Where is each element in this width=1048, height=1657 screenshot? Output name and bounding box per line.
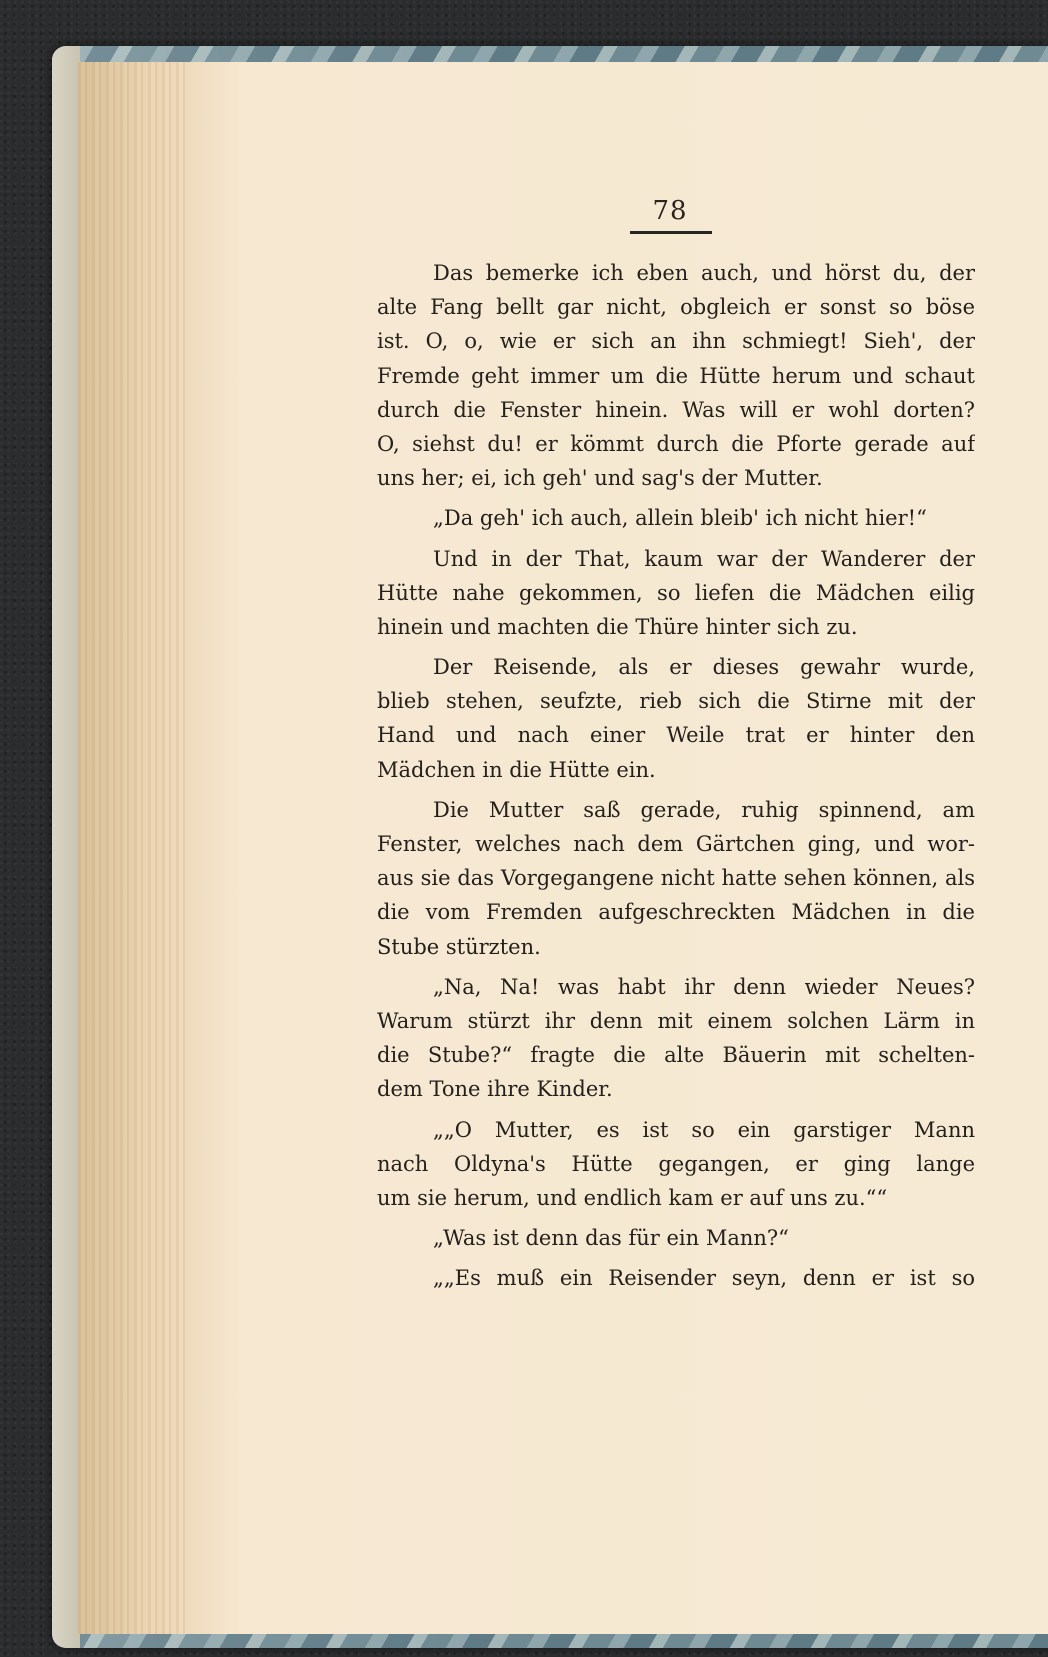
text-line: Warum stürzt ihr denn mit einem solchen Lärm in (377, 1008, 975, 1033)
text-line: „„O Mutter, es ist so ein garstiger Mann (433, 1117, 975, 1142)
text-line: dem Tone ihre Kinder. (377, 1077, 613, 1102)
text-line: Fremde geht immer um die Hütte herum und schaut (377, 363, 975, 388)
text-line: Hütte nahe gekommen, so liefen die Mädchen eilig (377, 580, 975, 605)
text-line: Der Reisende, als er dieses gewahr wurde, (433, 655, 975, 680)
text-line: ist. O, o, wie er sich an ihn schmiegt! Sieh', der (377, 329, 975, 354)
text-line: um sie herum, und endlich kam er auf uns zu.““ (377, 1185, 888, 1210)
text-line: Mädchen in die Hütte ein. (377, 757, 656, 782)
text-line: „Na, Na! was habt ihr denn wieder Neues? (433, 974, 975, 999)
text-line: Und in der That, kaum war der Wanderer der (433, 546, 975, 571)
text-line: Stube stürzten. (377, 934, 541, 959)
text-line: Das bemerke ich eben auch, und hörst du, der (433, 261, 975, 285)
page-number-rule (630, 231, 712, 234)
text-line: die Stube?“ fragte die alte Bäuerin mit schelten- (377, 1043, 975, 1068)
book-cover-edge (52, 46, 80, 1648)
text-line: nach Oldyna's Hütte gegangen, er ging lange (377, 1151, 975, 1176)
text-line: O, siehst du! er kömmt durch die Pforte gerade auf (377, 431, 975, 456)
text-line: durch die Fenster hinein. Was will er wohl dorten? (377, 397, 975, 422)
text-line: hinein und machten die Thüre hinter sich zu. (377, 614, 858, 639)
text-line: aus sie das Vorgegangene nicht hatte sehen können, als (377, 866, 975, 891)
text-line: Hand und nach einer Weile trat er hinter den (377, 723, 975, 748)
text-line: Fenster, welches nach dem Gärtchen ging, und wor- (377, 832, 975, 856)
page-edges (78, 62, 198, 1634)
text-line: Die Mutter saß gerade, ruhig spinnend, am (433, 797, 975, 822)
text-line: die vom Fremden aufgeschreckten Mädchen in die (377, 900, 975, 925)
text-line: uns her; ei, ich geh' und sag's der Mutter. (377, 466, 823, 491)
text-line: alte Fang bellt gar nicht, obgleich er sonst so böse (377, 295, 975, 320)
text-line: „Was ist denn das für ein Mann?“ (433, 1226, 789, 1251)
text-line: „Da geh' ich auch, allein bleib' ich nicht hier!“ (433, 506, 927, 531)
text-line: „„Es muß ein Reisender seyn, denn er ist so (433, 1266, 975, 1291)
page-number: 78 (652, 196, 688, 226)
body-text (377, 256, 975, 1295)
text-line: blieb stehen, seufzte, rieb sich die Stirne mit der (377, 689, 975, 714)
